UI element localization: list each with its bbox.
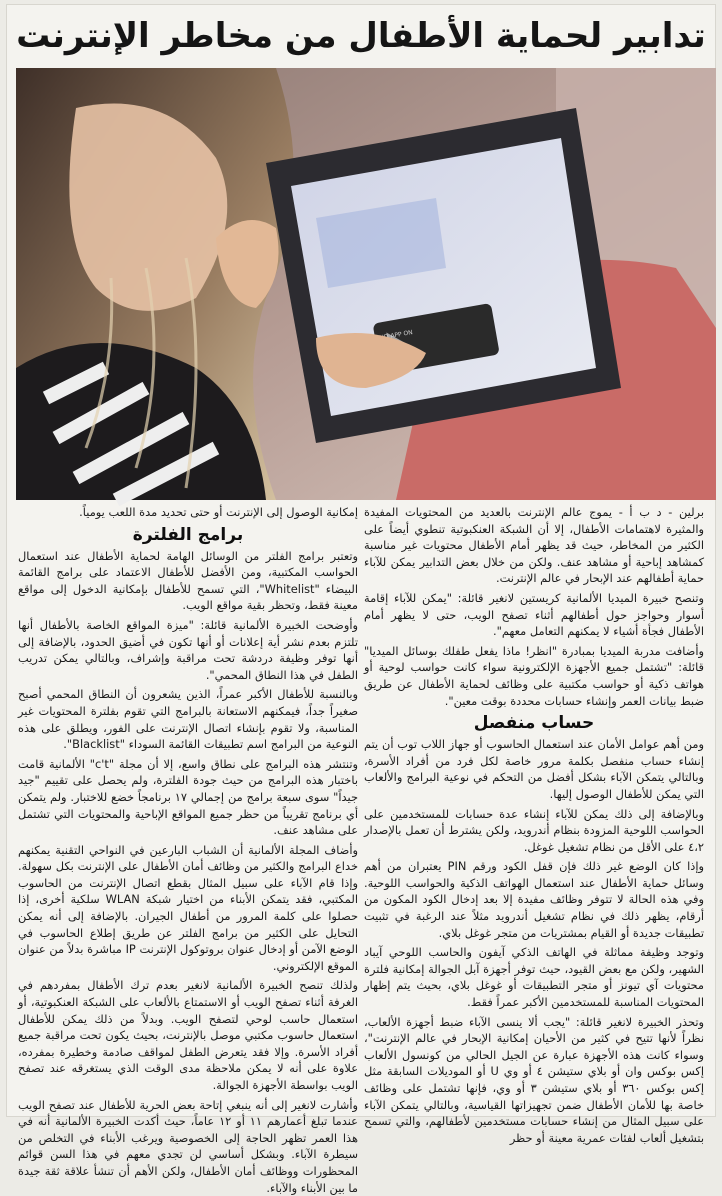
paragraph: وأشارت لانغير إلى أنه ينبغي إتاحة بعض الحرية للأطفال عند تصفح الويب عندما تبلغ أعمارهم ١١ أو ١٢ عاماً، حيث أكدت الخبيرة الألمانية أنه في هذا العمر تظهر الحاجة إلى الخصوصية ويرغب الأبناء في التخلص من سيطرة الآباء. وبشكل أساسي لن تجدي معهم في هذا السن قوائم المحظورات ووظائف أمان الأطفال، ولكن الأهم أن تنشأ علاقة ثقة جيدة ما بين الأبناء والآباء.	[18, 1097, 358, 1195]
section-heading-separate-account: حساب منفصل	[473, 713, 595, 734]
paragraph: وأضاف المجلة الألمانية أن الشباب البارعين في النواحي التقنية يمكنهم خداع البرامج والكثير من وظائف أمان الأطفال على الإنترنت بكل سهولة. وإذا قام الآباء على سبيل المثال بقطع اتصال الإنترنت من الحاسوب المكتبي، فقد يتمكن الأبناء من اختيار شبكة WLAN سلكية أخرى، إذا حصلوا على كلمة المرور من أطفال الجيران. بالإضافة إلى أنه يمكن التحايل على الكثير من برامج الفلتر عن طريق إطلاع الحاسوب في الوضع الآمن أو إدخال عنوان بروتوكول الإنترنت IP مباشرة بدلاً من عنوان الموقع الإلكتروني.	[18, 842, 359, 973]
section-heading-filter-programs: برامج الفلترة	[132, 524, 244, 545]
paragraph: وتعتبر برامج الفلتر من الوسائل الهامة لحماية الأطفال عند استعمال الحواسب المكتبية، ومن الأفضل للأطفال الاعتماد على برامج القائمة البيضاء "Whitelist"، التي تسمح للأطفال بإمكانية الدخول إلى مواقع معينة فقط، وتحظر بقية مواقع الويب.	[18, 548, 359, 613]
paragraph: وتحذر الخبيرة لانغير قائلة: "يجب ألا ينسى الآباء ضبط أجهزة الألعاب، نظراً لأنها تتيح في كثير من الأحيان إمكانية الإبحار في عالم الإنترنت"، وسواء كانت هذه الأجهزة عبارة عن الجيل الحالي من كونسول الألعاب إكس بوكس وان أو بلاي ستيشن ٤ أو وي U أو الموديلات السابقة مثل إكس بوكس ٣٦٠ أو بلاي ستيشن ٣ أو وي، فإنها تشتمل على وظائف خاصة بها للأمان الأطفال ضمن تجهيزاتها القياسية، وبالتالي يتمكن الآباء على سبيل المثال من إنشاء حسابات مستخدمين لأطفالهم، والتي تسمح بتشغيل ألعاب لفئات عمرية معينة أو حظر	[364, 1014, 704, 1145]
article-right-column	[364, 504, 704, 1145]
paragraph: إمكانية الوصول إلى الإنترنت أو حتى تحديد مدة اللعب يومياً.	[79, 505, 358, 519]
article-photo	[16, 68, 716, 500]
paragraph: برلين - د ب أ - يموج عالم الإنترنت بالعديد من المحتويات المفيدة والمثيرة لاهتمامات الأطفال، إلا أن الشبكة العنكبوتية تنطوي أيضاً على الكثير من المخاطر، حيث قد يظهر أمام الأطفال محتويات غير مناسبة كمشاهد إباحية أو مشاهد عنف. ولكن من خلال بعض التدابير يمكن للآباء حماية أطفالهم عند الإبحار في عالم الإنترنت.	[364, 505, 704, 586]
paragraph: ومن أهم عوامل الأمان عند استعمال الحاسوب أو جهاز اللاب توب أن يتم إنشاء حساب منفصل بكلمة مرور خاصة لكل فرد من أفراد الأسرة، وبالتالي يتمكن الآباء بشكل أفضل من التحكم في نوعية البرامج والألعاب التي يمكن للأطفال الوصول إليها.	[364, 737, 704, 801]
paragraph: وبالنسبة للأطفال الأكبر عمراً، الذين يشعرون أن النطاق المحمي أصبح صغيراً جداً، فيمكنهم الاستعانة بالبرامج التي تقوم بفلترة المحتويات غير المناسبة، ولا تقوم بإنشاء اتصال الإنترنت على الفور، ويطلق على هذه النوعية من البرامج اسم تطبيقات القائمة السوداء "Blacklist".	[18, 687, 358, 752]
paragraph: وأوضحت الخبيرة الألمانية قائلة: "ميزة المواقع الخاصة بالأطفال أنها تلتزم بعدم نشر أية إعلانات أو أنها تكون في أضيق الحدود، بالإضافة إلى أنها توفر وظيفة دردشة تحت مراقبة وإشراف، وبالتالي يمكن تدريب الطفل في هذا النطاق المحمي".	[18, 617, 358, 682]
paragraph: وتوجد وظيفة مماثلة في الهاتف الذكي آيفون والحاسب اللوحي آيباد الشهير، ولكن مع بعض القيود، حيث توفر أجهزة آبل الجوالة إمكانية فلترة محتويات آي تيونز أو متجر التطبيقات أو غوغل بلاي، بحيث يتم إظهار المحتويات المناسبة للمستخدمين الأكبر عمراً فقط.	[364, 945, 704, 1010]
newspaper-page	[6, 4, 716, 1195]
paragraph: وإذا كان الوضع غير ذلك فإن قفل الكود ورقم PIN يعتبران من أهم وسائل حماية الأطفال عند استعمال الهواتف الذكية والحواسب اللوحية. وفي هذه الحالة لا تتوفر وظائف مفيدة إلا بعد إدخال الكود المكون من أرقام، يظهر ذلك في نظام تشغيل أندرويد مثلاً عند الرغبة في تثبيت تطبيقات جديدة أو القيام بمشتريات من متجر غوغل بلاي.	[364, 859, 704, 940]
paragraph: وتنتشر هذه البرامج على نطاق واسع، إلا أن مجلة "c't" الألمانية قامت باختبار هذه البرامج من حيث جودة الفلترة، ولم يحصل على تقييم "جيد جيداً" سوى سبعة برامج من إجمالي ١٧ برنامجاً خضع للاختبار. ولم يتمكن أي برنامج تقريباً من حظر جميع المواقع الإباحية والمحتويات التي تشتمل على مشاهد عنف.	[18, 756, 358, 838]
child-with-tablet-illustration	[16, 68, 716, 500]
article-headline: تدابير لحماية الأطفال من مخاطر الإنترنت	[16, 16, 706, 56]
article-left-column	[18, 504, 359, 1195]
paragraph: وتنصح خبيرة الميديا الألمانية كريستين لانغير قائلة: "يمكن للآباء إقامة أسوار وحواجز حول أطفالهم أثناء تصفح الويب، حتى لا يظهر أمام الأطفال فجأة أشياء لا يمكنهم التعامل معهم".	[364, 590, 704, 639]
tablet	[266, 108, 621, 443]
paragraph: ولذلك تنصح الخبيرة الألمانية لانغير بعدم ترك الأطفال بمفردهم في الغرفة أثناء تصفح الويب أو الاستمتاع بالألعاب على الشبكة العنكبوتية، أو استعمال حاسب لوحي لتصفح الويب. وبدلاً من ذلك يمكن للأطفال استعمال حاسوب مكتبي موصل بالإنترنت، بحيث يكون تحت مراقبة جميع أفراد الأسرة. وإلا فقد يتعرض الطفل لمواقف صادمة وخطيرة بمفرده، علاوة على أنه لا يمكن ملاحظة مدى الوقت الذي يستغرقه عند تصفح الويب بواسطة الأجهزة الجوالة.	[18, 978, 358, 1092]
paragraph: وأضافت مدربة الميديا بمبادرة "انظر! ماذا يفعل طفلك بوسائل الميديا" قائلة: "تشتمل جميع الأجهزة الإلكترونية سواء كانت حواسب لوحية أو هواتف ذكية أو حواسب مكتبية على وظائف لحماية الأطفال عن طريق ضبط بيانات العمر وإنشاء حسابات محددة بوقت معين".	[364, 643, 704, 708]
paragraph: وبالإضافة إلى ذلك يمكن للآباء إنشاء عدة حسابات للمستخدمين على الحواسب اللوحية المزودة بنظام أندرويد، ولكن يشترط أن تعمل بالإصدار ٤،٢ على الأقل من نظام تشغيل غوغل.	[364, 806, 704, 854]
